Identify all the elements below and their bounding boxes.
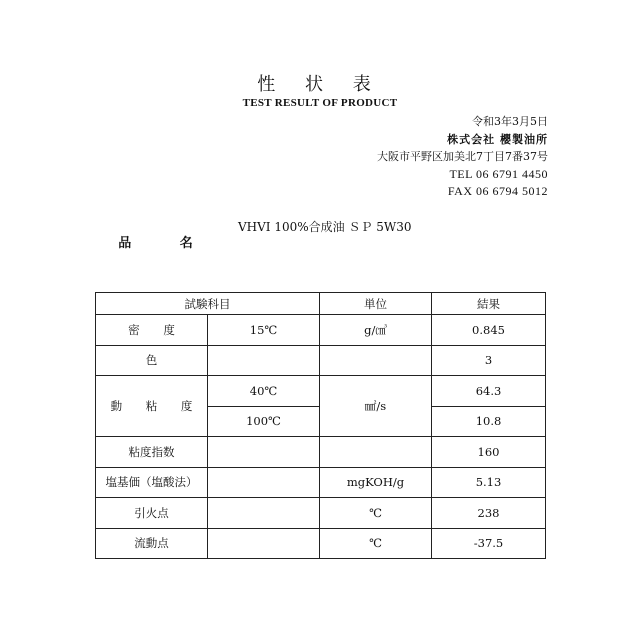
- row-item-base-number: 塩基価（塩酸法）: [96, 467, 208, 498]
- row-result-density: 0.845: [432, 315, 546, 346]
- row-result-viscosity-100: 10.8: [432, 406, 546, 437]
- table-row: [96, 315, 546, 346]
- results-table: [95, 292, 546, 559]
- company-name: 株式会社 櫻製油所: [447, 132, 548, 146]
- row-unit-pour-point: ℃: [320, 528, 432, 559]
- issuer-block: [377, 113, 548, 201]
- document-subtitle: TEST RESULT OF PRODUCT: [242, 97, 398, 109]
- table-row: [96, 498, 546, 529]
- row-condition-viscosity-40: 40℃: [208, 376, 320, 407]
- row-condition-color: [208, 345, 320, 376]
- row-unit-flash-point: ℃: [320, 498, 432, 529]
- row-condition-density: 15℃: [208, 315, 320, 346]
- header-result: 結果: [432, 293, 546, 315]
- company-address: 大阪市平野区加美北7丁目7番37号: [377, 150, 548, 163]
- row-result-color: 3: [432, 345, 546, 376]
- row-item-color: 色: [96, 345, 208, 376]
- company-tel: TEL 06 6791 4450: [449, 166, 548, 181]
- product-label: 品 名: [118, 236, 215, 251]
- row-item-viscosity-index: 粘度指数: [96, 437, 208, 468]
- row-condition-pour-point: [208, 528, 320, 559]
- row-result-viscosity-index: 160: [432, 437, 546, 468]
- row-item-viscosity: 動 粘 度: [96, 376, 208, 437]
- row-unit-viscosity-index: [320, 437, 432, 468]
- row-condition-flash-point: [208, 498, 320, 529]
- row-unit-viscosity: ㎟/s: [320, 376, 432, 437]
- row-item-density: 密 度: [96, 315, 208, 346]
- row-item-pour-point: 流動点: [96, 528, 208, 559]
- row-unit-density: g/㎤: [320, 315, 432, 346]
- row-unit-base-number: mgKOH/g: [320, 467, 432, 498]
- product-line: [110, 217, 412, 266]
- row-condition-base-number: [208, 467, 320, 498]
- header-unit: 単位: [320, 293, 432, 315]
- row-unit-color: [320, 345, 432, 376]
- company-fax: FAX 06 6794 5012: [447, 184, 548, 198]
- product-name: VHVI 100%合成油 ＳＰ 5W30: [238, 220, 412, 234]
- row-result-flash-point: 238: [432, 498, 546, 529]
- table-row: [96, 345, 546, 376]
- row-result-pour-point: -37.5: [432, 528, 546, 559]
- row-condition-viscosity-index: [208, 437, 320, 468]
- row-condition-viscosity-100: 100℃: [208, 406, 320, 437]
- issue-date: 令和3年3月5日: [472, 115, 548, 128]
- row-item-flash-point: 引火点: [96, 498, 208, 529]
- table-row: [96, 528, 546, 559]
- table-header-row: [96, 293, 546, 315]
- row-result-viscosity-40: 64.3: [432, 376, 546, 407]
- document-title: 性 状 表: [257, 74, 383, 95]
- table-row: [96, 437, 546, 468]
- header-item: 試験科目: [96, 293, 320, 315]
- table-row: [96, 376, 546, 407]
- table-row: [96, 467, 546, 498]
- row-result-base-number: 5.13: [432, 467, 546, 498]
